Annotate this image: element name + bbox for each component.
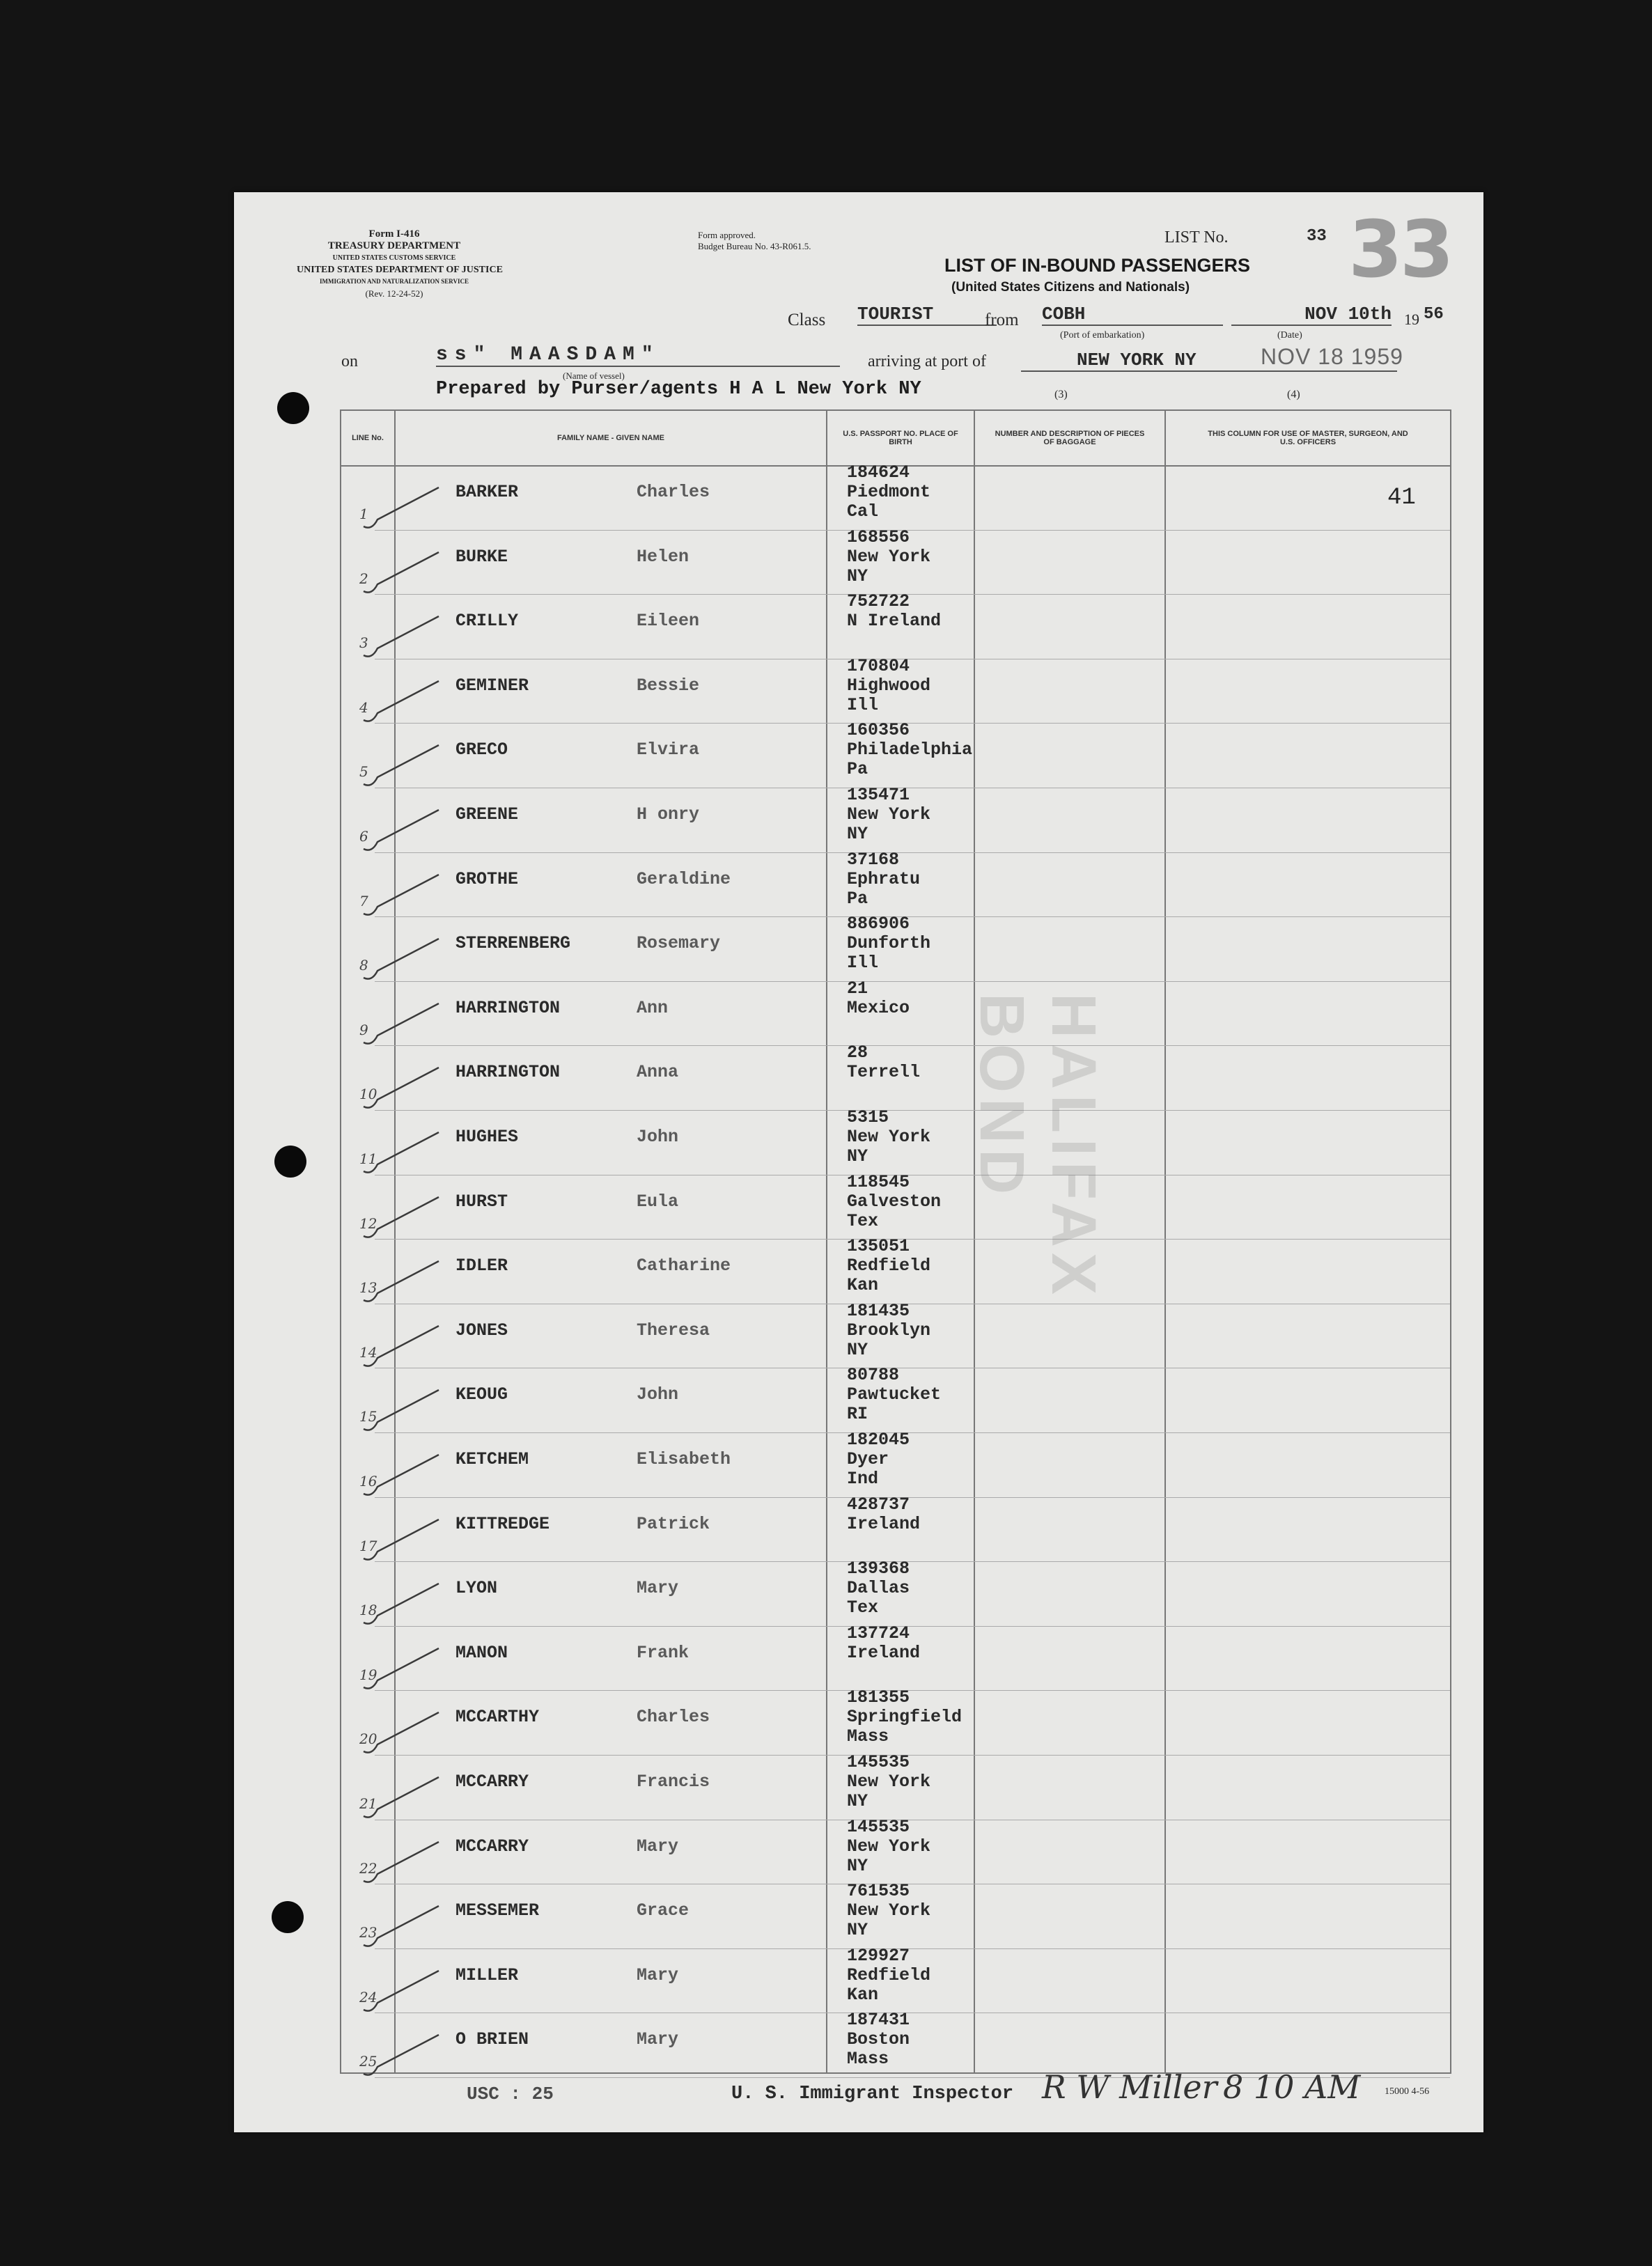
- form-number: Form I-416: [368, 228, 420, 240]
- check-mark-icon: [357, 2032, 447, 2095]
- family-name: MCCARTHY: [455, 1707, 540, 1728]
- passport-number: 184624: [847, 462, 910, 483]
- birthplace-region: Cal: [847, 501, 879, 522]
- row-divider: [375, 1755, 1450, 1756]
- baggage-header: NUMBER AND DESCRIPTION OF PIECES OF BAGGAGE: [974, 410, 1165, 466]
- check-mark-icon: [357, 872, 447, 935]
- line-number: 16: [359, 1473, 377, 1490]
- passport-number: 428737: [847, 1494, 910, 1515]
- given-name: Elvira: [637, 740, 700, 760]
- passport-number: 118545: [847, 1171, 910, 1192]
- row-divider: [375, 594, 1450, 595]
- check-mark-icon: [357, 614, 447, 676]
- inspector-signature: R W Miller: [1042, 2068, 1217, 2106]
- check-mark-icon: [357, 1903, 447, 1966]
- row-divider: [375, 1432, 1450, 1433]
- given-name: H onry: [637, 804, 700, 825]
- line-number: 20: [359, 1730, 377, 1748]
- check-mark-icon: [357, 1065, 447, 1127]
- port-caption: (Port of embarkation): [1060, 330, 1145, 341]
- passport-number: 80788: [847, 1365, 900, 1386]
- family-name: GRECO: [455, 740, 508, 760]
- line-number: 8: [359, 957, 368, 974]
- immigration-service: IMMIGRATION AND NATURALIZATION SERVICE: [320, 278, 469, 285]
- passport-number: 21: [847, 978, 868, 999]
- birthplace-region: RI: [847, 1404, 868, 1425]
- given-name: Eula: [637, 1191, 679, 1212]
- binder-hole-middle: [274, 1146, 306, 1178]
- check-mark-icon: [357, 1452, 447, 1515]
- birthplace: New York: [847, 1836, 931, 1857]
- vessel-caption: (Name of vessel): [563, 370, 625, 381]
- birthplace: Redfield: [847, 1256, 931, 1276]
- birthplace: Highwood: [847, 675, 931, 696]
- revision-date: (Rev. 12-24-52): [365, 288, 423, 299]
- given-name: Charles: [637, 482, 710, 502]
- given-name: Geraldine: [637, 868, 731, 889]
- column-number-3: (3): [1054, 389, 1068, 400]
- birthplace: Dyer: [847, 1449, 889, 1469]
- birthplace: N Ireland: [847, 611, 942, 632]
- family-name: MCCARRY: [455, 1836, 529, 1857]
- birthplace-region: NY: [847, 1920, 868, 1941]
- passport-number: 168556: [847, 526, 910, 547]
- given-name: Patrick: [637, 1513, 710, 1534]
- birthplace-region: Tex: [847, 1210, 879, 1231]
- birthplace: Boston: [847, 2029, 910, 2050]
- given-name: Grace: [637, 1900, 689, 1921]
- vessel-value: ss" MAASDAM": [436, 344, 840, 367]
- passport-number: 761535: [847, 1881, 910, 1902]
- check-mark-icon: [357, 1194, 447, 1257]
- family-name: STERRENBERG: [455, 933, 571, 954]
- given-name: Theresa: [637, 1320, 710, 1341]
- check-mark-icon: [357, 678, 447, 741]
- birthplace-region: NY: [847, 565, 868, 586]
- line-number: 3: [359, 634, 368, 652]
- given-name: John: [637, 1384, 679, 1405]
- family-name: HARRINGTON: [455, 997, 561, 1018]
- row-divider: [375, 1626, 1450, 1627]
- birthplace: Dunforth: [847, 933, 931, 954]
- check-mark-icon: [357, 1581, 447, 1643]
- passport-number: 28: [847, 1042, 868, 1063]
- given-name: Bessie: [637, 675, 700, 696]
- birthplace-region: NY: [847, 1855, 868, 1876]
- check-mark-icon: [357, 1968, 447, 2031]
- birthplace: Galveston: [847, 1191, 942, 1212]
- given-name: Eileen: [637, 611, 700, 632]
- passport-header: U.S. PASSPORT NO. PLACE OF BIRTH: [827, 410, 974, 466]
- family-name: HURST: [455, 1191, 508, 1212]
- check-mark-icon: [357, 1710, 447, 1772]
- birthplace: Ireland: [847, 1513, 921, 1534]
- line-number: 9: [359, 1021, 368, 1038]
- footer-form-code: 15000 4-56: [1385, 2086, 1430, 2097]
- family-name: HUGHES: [455, 1127, 519, 1147]
- given-name: Anna: [637, 1062, 679, 1083]
- passport-number: 182045: [847, 1430, 910, 1450]
- form-header-left: [297, 228, 503, 299]
- approval-line-2: Budget Bureau No. 43-R061.5.: [698, 241, 811, 251]
- line-number: 11: [359, 1150, 377, 1167]
- officers-header: THIS COLUMN FOR USE OF MASTER, SURGEON, AND U.S. OFFICERS: [1165, 410, 1451, 466]
- line-number: 15: [359, 1408, 377, 1425]
- family-name: JONES: [455, 1320, 508, 1341]
- birthplace: Pawtucket: [847, 1384, 942, 1405]
- birthplace: Ephratu: [847, 868, 921, 889]
- check-mark-icon: [357, 742, 447, 805]
- row-divider: [375, 1948, 1450, 1949]
- birthplace: Dallas: [847, 1578, 910, 1599]
- binder-hole-top: [277, 392, 309, 424]
- passport-number: 5315: [847, 1107, 889, 1127]
- row-divider: [375, 852, 1450, 853]
- birthplace-region: NY: [847, 1339, 868, 1360]
- birthplace: New York: [847, 1772, 931, 1792]
- family-name: HARRINGTON: [455, 1062, 561, 1083]
- birthplace: New York: [847, 1127, 931, 1147]
- given-name: Mary: [637, 2029, 679, 2050]
- year-prefix: 19: [1404, 311, 1419, 328]
- birthplace-region: Pa: [847, 888, 868, 909]
- birthplace-region: NY: [847, 1791, 868, 1811]
- check-mark-icon: [357, 1646, 447, 1708]
- check-mark-icon: [357, 485, 447, 547]
- birthplace: Springfield: [847, 1707, 963, 1728]
- name-header: FAMILY NAME - GIVEN NAME: [395, 410, 827, 466]
- family-name: MESSEMER: [455, 1900, 540, 1921]
- arriving-label: arriving at port of: [868, 352, 986, 370]
- passport-number: 752722: [847, 591, 910, 612]
- row-divider: [375, 916, 1450, 917]
- line-number: 18: [359, 1602, 377, 1619]
- check-mark-icon: [357, 1258, 447, 1321]
- birthplace: Philadelphia: [847, 740, 973, 760]
- passport-number: 170804: [847, 655, 910, 676]
- check-mark-icon: [357, 1323, 447, 1386]
- check-mark-icon: [357, 1517, 447, 1579]
- given-name: Mary: [637, 1836, 679, 1857]
- family-name: BURKE: [455, 546, 508, 567]
- officer-annotation: 41: [1387, 485, 1416, 511]
- birthplace-region: Ill: [847, 694, 879, 715]
- birthplace-region: Kan: [847, 1984, 879, 2005]
- line-number: 10: [359, 1086, 377, 1103]
- from-value: COBH: [1042, 304, 1223, 326]
- class-label: Class: [788, 311, 826, 329]
- family-name: GROTHE: [455, 868, 519, 889]
- row-divider: [375, 981, 1450, 982]
- birthplace: Piedmont: [847, 482, 931, 502]
- check-mark-icon: [357, 1130, 447, 1192]
- line-number: 12: [359, 1214, 377, 1232]
- row-divider: [375, 1045, 1450, 1046]
- line-number: 7: [359, 892, 368, 909]
- passport-number: 129927: [847, 1945, 910, 1966]
- check-mark-icon: [357, 1387, 447, 1450]
- birthplace-region: Ill: [847, 953, 879, 974]
- approval-line-1: Form approved.: [698, 230, 756, 240]
- given-name: Frank: [637, 1642, 689, 1663]
- table-header-row: [341, 410, 1451, 466]
- line-number: 22: [359, 1859, 377, 1877]
- given-name: Charles: [637, 1707, 710, 1728]
- family-name: MANON: [455, 1642, 508, 1663]
- arriving-value: NEW YORK NY: [1021, 350, 1397, 372]
- family-name: KEOUG: [455, 1384, 508, 1405]
- check-mark-icon: [357, 1774, 447, 1837]
- birthplace-region: Ind: [847, 1469, 879, 1489]
- family-name: IDLER: [455, 1256, 508, 1276]
- passport-number: 145535: [847, 1752, 910, 1772]
- binder-hole-bottom: [272, 1901, 304, 1933]
- family-name: MILLER: [455, 1964, 519, 1985]
- date-caption: (Date): [1277, 330, 1302, 341]
- family-name: BARKER: [455, 482, 519, 502]
- family-name: LYON: [455, 1578, 498, 1599]
- list-no-typed: 33: [1307, 227, 1327, 246]
- passport-number: 135471: [847, 785, 910, 805]
- birthplace: Ireland: [847, 1642, 921, 1663]
- birthplace: Redfield: [847, 1964, 931, 1985]
- family-name: KETCHEM: [455, 1449, 529, 1469]
- passport-number: 181435: [847, 1300, 910, 1321]
- halifax-bond-watermark: HALIFAX BOND: [967, 993, 1108, 1301]
- inspection-time: 8 10 AM: [1223, 2068, 1361, 2106]
- footer-inspector-label: U. S. Immigrant Inspector: [731, 2084, 1014, 2104]
- check-mark-icon: [357, 807, 447, 870]
- birthplace-region: Mass: [847, 1726, 889, 1747]
- given-name: Ann: [637, 997, 669, 1018]
- check-mark-icon: [357, 549, 447, 612]
- line-number: 13: [359, 1279, 377, 1297]
- family-name: O BRIEN: [455, 2029, 529, 2050]
- birthplace: Mexico: [847, 997, 910, 1018]
- treasury-department: TREASURY DEPARTMENT: [327, 240, 461, 251]
- class-value: TOURIST: [857, 304, 997, 326]
- line-number: 2: [359, 570, 368, 587]
- from-label: from: [985, 311, 1019, 329]
- passport-number: 139368: [847, 1558, 910, 1579]
- row-divider: [375, 1561, 1450, 1562]
- given-name: Mary: [637, 1578, 679, 1599]
- birthplace-region: NY: [847, 824, 868, 844]
- row-divider: [375, 530, 1450, 531]
- given-name: John: [637, 1127, 679, 1147]
- line-number: 4: [359, 698, 368, 716]
- family-name: GREENE: [455, 804, 519, 825]
- family-name: CRILLY: [455, 611, 519, 632]
- row-divider: [375, 723, 1450, 724]
- footer-usc: USC : 25: [467, 2084, 554, 2104]
- line-number: 24: [359, 1988, 377, 2006]
- passport-number: 160356: [847, 720, 910, 741]
- form-approval: [698, 230, 811, 252]
- line-number: 6: [359, 828, 368, 845]
- passport-number: 181355: [847, 1687, 910, 1708]
- manifest-page: [234, 192, 1483, 2132]
- column-number-4: (4): [1287, 389, 1300, 400]
- line-no-header: LINE No.: [341, 410, 395, 466]
- given-name: Francis: [637, 1772, 710, 1792]
- family-name: KITTREDGE: [455, 1513, 550, 1534]
- check-mark-icon: [357, 1001, 447, 1063]
- birthplace-region: Kan: [847, 1275, 879, 1296]
- birthplace: New York: [847, 1900, 931, 1921]
- check-mark-icon: [357, 936, 447, 999]
- given-name: Catharine: [637, 1256, 731, 1276]
- row-divider: [375, 1690, 1450, 1691]
- officers-column: [1165, 466, 1451, 2073]
- line-number: 19: [359, 1666, 377, 1683]
- customs-service: UNITED STATES CUSTOMS SERVICE: [332, 254, 456, 262]
- line-number: 25: [359, 2053, 377, 2070]
- passport-number: 37168: [847, 849, 900, 870]
- list-no-stamp: 33: [1348, 205, 1451, 295]
- passport-number: 187431: [847, 2010, 910, 2031]
- birthplace: Terrell: [847, 1062, 921, 1083]
- line-number: 23: [359, 1924, 377, 1941]
- row-divider: [375, 1239, 1450, 1240]
- birthplace: New York: [847, 804, 931, 825]
- birthplace-region: Pa: [847, 759, 868, 780]
- list-subtitle: (United States Citizens and Nationals): [951, 280, 1190, 295]
- given-name: Mary: [637, 1964, 679, 1985]
- birthplace: New York: [847, 546, 931, 567]
- birthplace-region: Mass: [847, 2049, 889, 2070]
- passport-number: 137724: [847, 1623, 910, 1643]
- check-mark-icon: [357, 1839, 447, 1902]
- arrival-date-stamp: NOV 18 1959: [1261, 344, 1403, 369]
- given-name: Elisabeth: [637, 1449, 731, 1469]
- line-number: 21: [359, 1795, 377, 1812]
- given-name: Helen: [637, 546, 689, 567]
- year-value: 56: [1424, 305, 1444, 324]
- list-title: LIST OF IN-BOUND PASSENGERS: [944, 255, 1251, 276]
- family-name: MCCARRY: [455, 1772, 529, 1792]
- passport-number: 145535: [847, 1816, 910, 1837]
- line-number: 14: [359, 1343, 377, 1361]
- row-divider: [375, 1110, 1450, 1111]
- given-name: Rosemary: [637, 933, 721, 954]
- list-no-label: LIST No.: [1164, 228, 1229, 247]
- row-divider: [375, 1497, 1450, 1498]
- birthplace: Brooklyn: [847, 1320, 931, 1341]
- passport-number: 886906: [847, 914, 910, 935]
- passport-number: 135051: [847, 1236, 910, 1257]
- family-name: GEMINER: [455, 675, 529, 696]
- birthplace-region: Tex: [847, 1597, 879, 1618]
- date-value: NOV 10th: [1231, 304, 1392, 326]
- birthplace-region: NY: [847, 1146, 868, 1166]
- justice-department: UNITED STATES DEPARTMENT OF JUSTICE: [297, 265, 503, 275]
- line-number: 17: [359, 1537, 377, 1554]
- line-number: 5: [359, 763, 368, 781]
- line-number: 1: [359, 506, 368, 522]
- on-label: on: [341, 352, 358, 370]
- prepared-by: Prepared by Purser/agents H A L New York NY: [436, 379, 921, 400]
